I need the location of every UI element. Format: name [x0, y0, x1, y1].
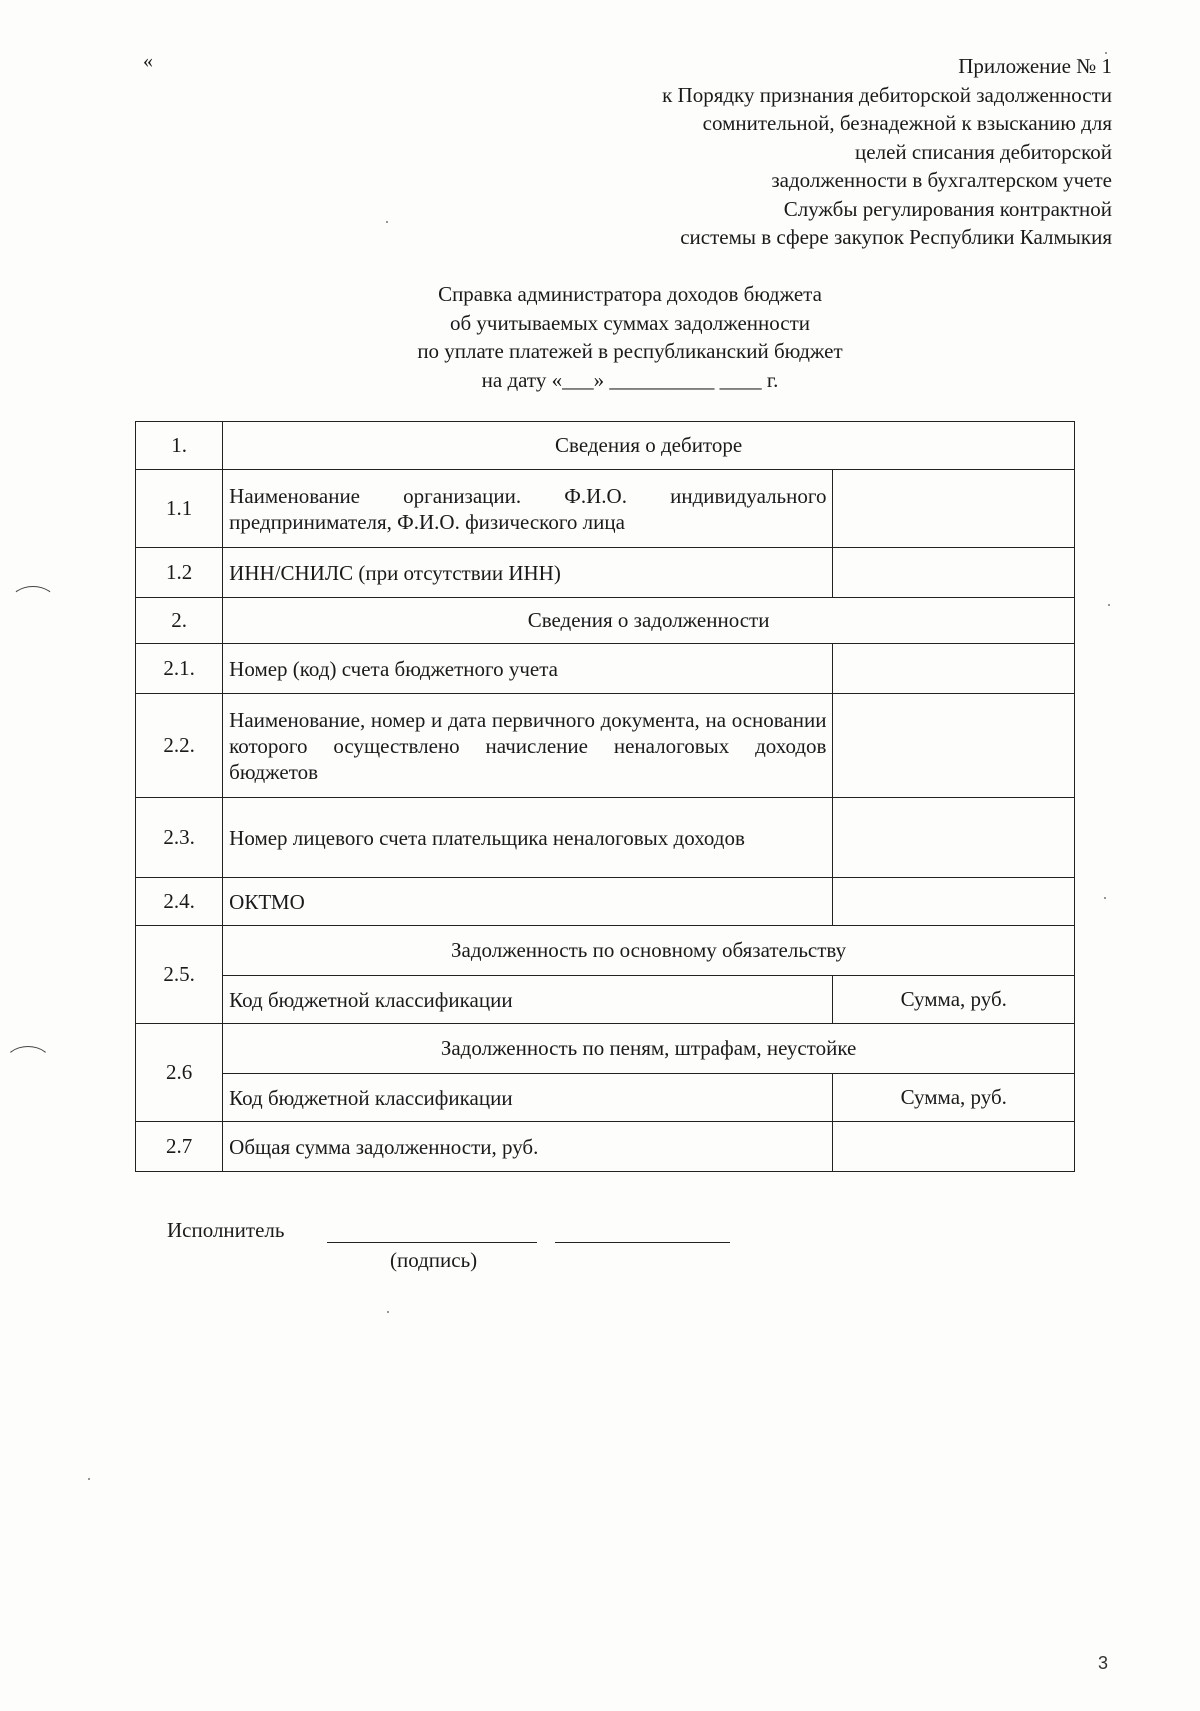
- row-number: 2.: [136, 598, 223, 644]
- signature-line[interactable]: [327, 1242, 537, 1243]
- table-row: [136, 470, 1075, 548]
- row-number: 1.: [136, 422, 223, 470]
- scan-speck: [1108, 604, 1110, 606]
- scan-speck: [387, 1311, 389, 1313]
- appendix-line: задолженности в бухгалтерском учете: [771, 168, 1112, 192]
- title-line: Справка администратора доходов бюджета: [438, 282, 822, 306]
- section-heading: Сведения о дебиторе: [223, 422, 1075, 470]
- debtor-name-field[interactable]: [833, 470, 1075, 548]
- total-sum-field[interactable]: [833, 1122, 1075, 1172]
- row-label: Наименование организации. Ф.И.О. индивидуального предпринимателя, Ф.И.О. физического лица: [223, 470, 833, 548]
- appendix-line: сомнительной, безнадежной к взысканию для: [702, 111, 1112, 135]
- table-row: [136, 976, 1075, 1024]
- account-code-field[interactable]: [833, 644, 1075, 694]
- row-label: Номер лицевого счета плательщика неналоговых доходов: [223, 798, 833, 878]
- oktmo-field[interactable]: [833, 878, 1075, 926]
- inn-snils-field[interactable]: [833, 548, 1075, 598]
- table-row: [136, 878, 1075, 926]
- appendix-line: к Порядку признания дебиторской задолженности: [662, 82, 1112, 107]
- row-number: 2.7: [136, 1122, 223, 1172]
- row-label: ИНН/СНИЛС (при отсутствии ИНН): [223, 548, 833, 598]
- signature-caption: (подпись): [390, 1248, 478, 1272]
- row-label: ОКТМО: [223, 878, 833, 926]
- row-number: 2.2.: [136, 694, 223, 798]
- document-title: [340, 280, 920, 394]
- row-label: Общая сумма задолженности, руб.: [223, 1122, 833, 1172]
- appendix-line: целей списания дебиторской: [855, 139, 1112, 164]
- name-line[interactable]: [555, 1242, 730, 1243]
- scan-artifact: [10, 586, 56, 618]
- kbk-label: Код бюджетной классификации: [223, 1074, 833, 1122]
- table-row: [136, 926, 1075, 976]
- table-row: [136, 1122, 1075, 1172]
- table-row: [136, 598, 1075, 644]
- scan-artifact: [4, 1046, 52, 1082]
- row-number: 2.1.: [136, 644, 223, 694]
- subsection-heading: Задолженность по основному обязательству: [223, 926, 1075, 976]
- sum-label: Сумма, руб.: [833, 976, 1075, 1024]
- payer-account-field[interactable]: [833, 798, 1075, 878]
- table-row: [136, 422, 1075, 470]
- row-number: 2.3.: [136, 798, 223, 878]
- table-row: [136, 694, 1075, 798]
- row-label: Наименование, номер и дата первичного документа, на основании которого осуществлено начисление неналоговых доходов бюджетов: [223, 694, 833, 798]
- table-row: [136, 548, 1075, 598]
- subsection-heading: Задолженность по пеням, штрафам, неустойке: [223, 1024, 1075, 1074]
- scan-speck: [386, 221, 388, 223]
- kbk-label: Код бюджетной классификации: [223, 976, 833, 1024]
- scan-speck: [1104, 897, 1106, 899]
- row-number: 1.2: [136, 548, 223, 598]
- scan-speck: [88, 1478, 90, 1480]
- debt-info-table: [135, 421, 1075, 1172]
- table-row: [136, 644, 1075, 694]
- primary-document-field[interactable]: [833, 694, 1075, 798]
- corner-mark: «: [143, 50, 153, 72]
- title-line: по уплате платежей в республиканский бюджет: [417, 339, 843, 363]
- table-row: [136, 1074, 1075, 1122]
- appendix-line: Приложение № 1: [958, 54, 1112, 78]
- title-date-line: на дату «___» __________ ____ г.: [481, 367, 779, 392]
- sum-label: Сумма, руб.: [833, 1074, 1075, 1122]
- executor-label: Исполнитель: [167, 1218, 285, 1242]
- appendix-header: [552, 52, 1112, 252]
- appendix-line: системы в сфере закупок Республики Калмыкия: [680, 225, 1112, 249]
- row-number: 2.4.: [136, 878, 223, 926]
- row-number: 2.5.: [136, 926, 223, 1024]
- appendix-line: Службы регулирования контрактной: [783, 196, 1112, 221]
- table-row: [136, 798, 1075, 878]
- title-line: об учитываемых суммах задолженности: [449, 310, 810, 335]
- row-number: 1.1: [136, 470, 223, 548]
- section-heading: Сведения о задолженности: [223, 598, 1075, 644]
- table-row: [136, 1024, 1075, 1074]
- page-number: 3: [1098, 1653, 1109, 1673]
- scan-speck: [1105, 52, 1107, 54]
- row-label: Номер (код) счета бюджетного учета: [223, 644, 833, 694]
- row-number: 2.6: [136, 1024, 223, 1122]
